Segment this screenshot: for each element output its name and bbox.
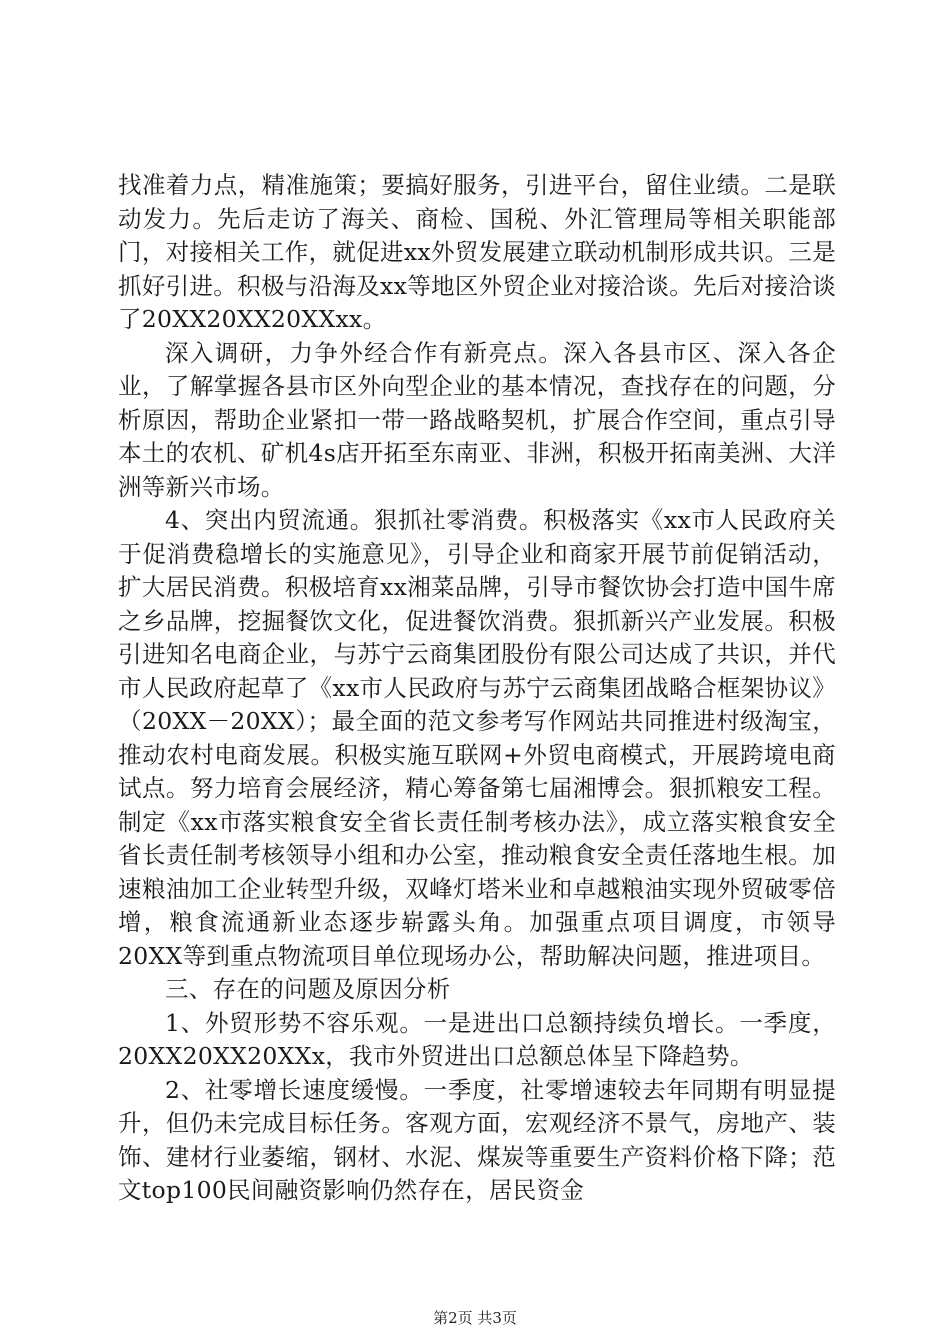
paragraph-3: 4、突出内贸流通。狠抓社零消费。积极落实《xx市人民政府关于促消费稳增长的实施意见》，引导企业和商家开展节前促销活动，扩大居民消费。积极培育xx湘菜品牌，引导市餐饮协会打造中国牛席之乡品牌，挖掘餐饮文化，促进餐饮消费。狠抓新兴产业发展。积极引进知名电商企业，与苏宁云商集团股份有限公司达成了共识，并代市人民政府起草了《xx市人民政府与苏宁云商集团战略合框架协议》（20XX－20XX）；最全面的范文参考写作网站共同推进村级淘宝，推动农村电商发展。积极实施互联网+外贸电商模式，开展跨境电商试点。努力培育会展经济，精心筹备第七届湘博会。狠抓粮安工程。制定《xx市落实粮食安全省长责任制考核办法》，成立落实粮食安全省长责任制考核领导小组和办公室，推动粮食安全责任落地生根。加速粮油加工企业转型升级，双峰灯塔米业和卓越粮油实现外贸破零倍增，粮食流通新业态逐步崭露头角。加强重点项目调度，市领导20XX等到重点物流项目单位现场办公，帮助解决问题，推进项目。 — [118, 506, 836, 970]
document-body — [118, 169, 836, 1208]
page-footer: 第2页 共3页 — [433, 1309, 517, 1327]
paragraph-5: 1、外贸形势不容乐观。一是进出口总额持续负增长。一季度，20XX20XX20XXx，我市外贸进出口总额总体呈下降趋势。 — [118, 1008, 836, 1070]
paragraph-2: 深入调研，力争外经合作有新亮点。深入各县市区、深入各企业，了解掌握各县市区外向型企业的基本情况，查找存在的问题，分析原因，帮助企业紧扣一带一路战略契机，扩展合作空间，重点引导本土的农机、矿机4s店开拓至东南亚、非洲，积极开拓南美洲、大洋洲等新兴市场。 — [118, 338, 836, 501]
paragraph-6: 2、社零增长速度缓慢。一季度，社零增速较去年同期有明显提升，但仍未完成目标任务。客观方面，宏观经济不景气，房地产、装饰、建材行业萎缩，钢材、水泥、煤炭等重要生产资料价格下降；范文top100民间融资影响仍然存在，居民资金 — [118, 1075, 836, 1204]
paragraph-1: 找准着力点，精准施策；要搞好服务，引进平台，留住业绩。二是联动发力。先后走访了海关、商检、国税、外汇管理局等相关职能部门，对接相关工作，就促进xx外贸发展建立联动机制形成共识。三是抓好引进。积极与沿海及xx等地区外贸企业对接洽谈。先后对接洽谈了20XX20XX20XXxx。 — [118, 171, 836, 333]
section-heading-problems: 三、存在的问题及原因分析 — [165, 975, 451, 1003]
